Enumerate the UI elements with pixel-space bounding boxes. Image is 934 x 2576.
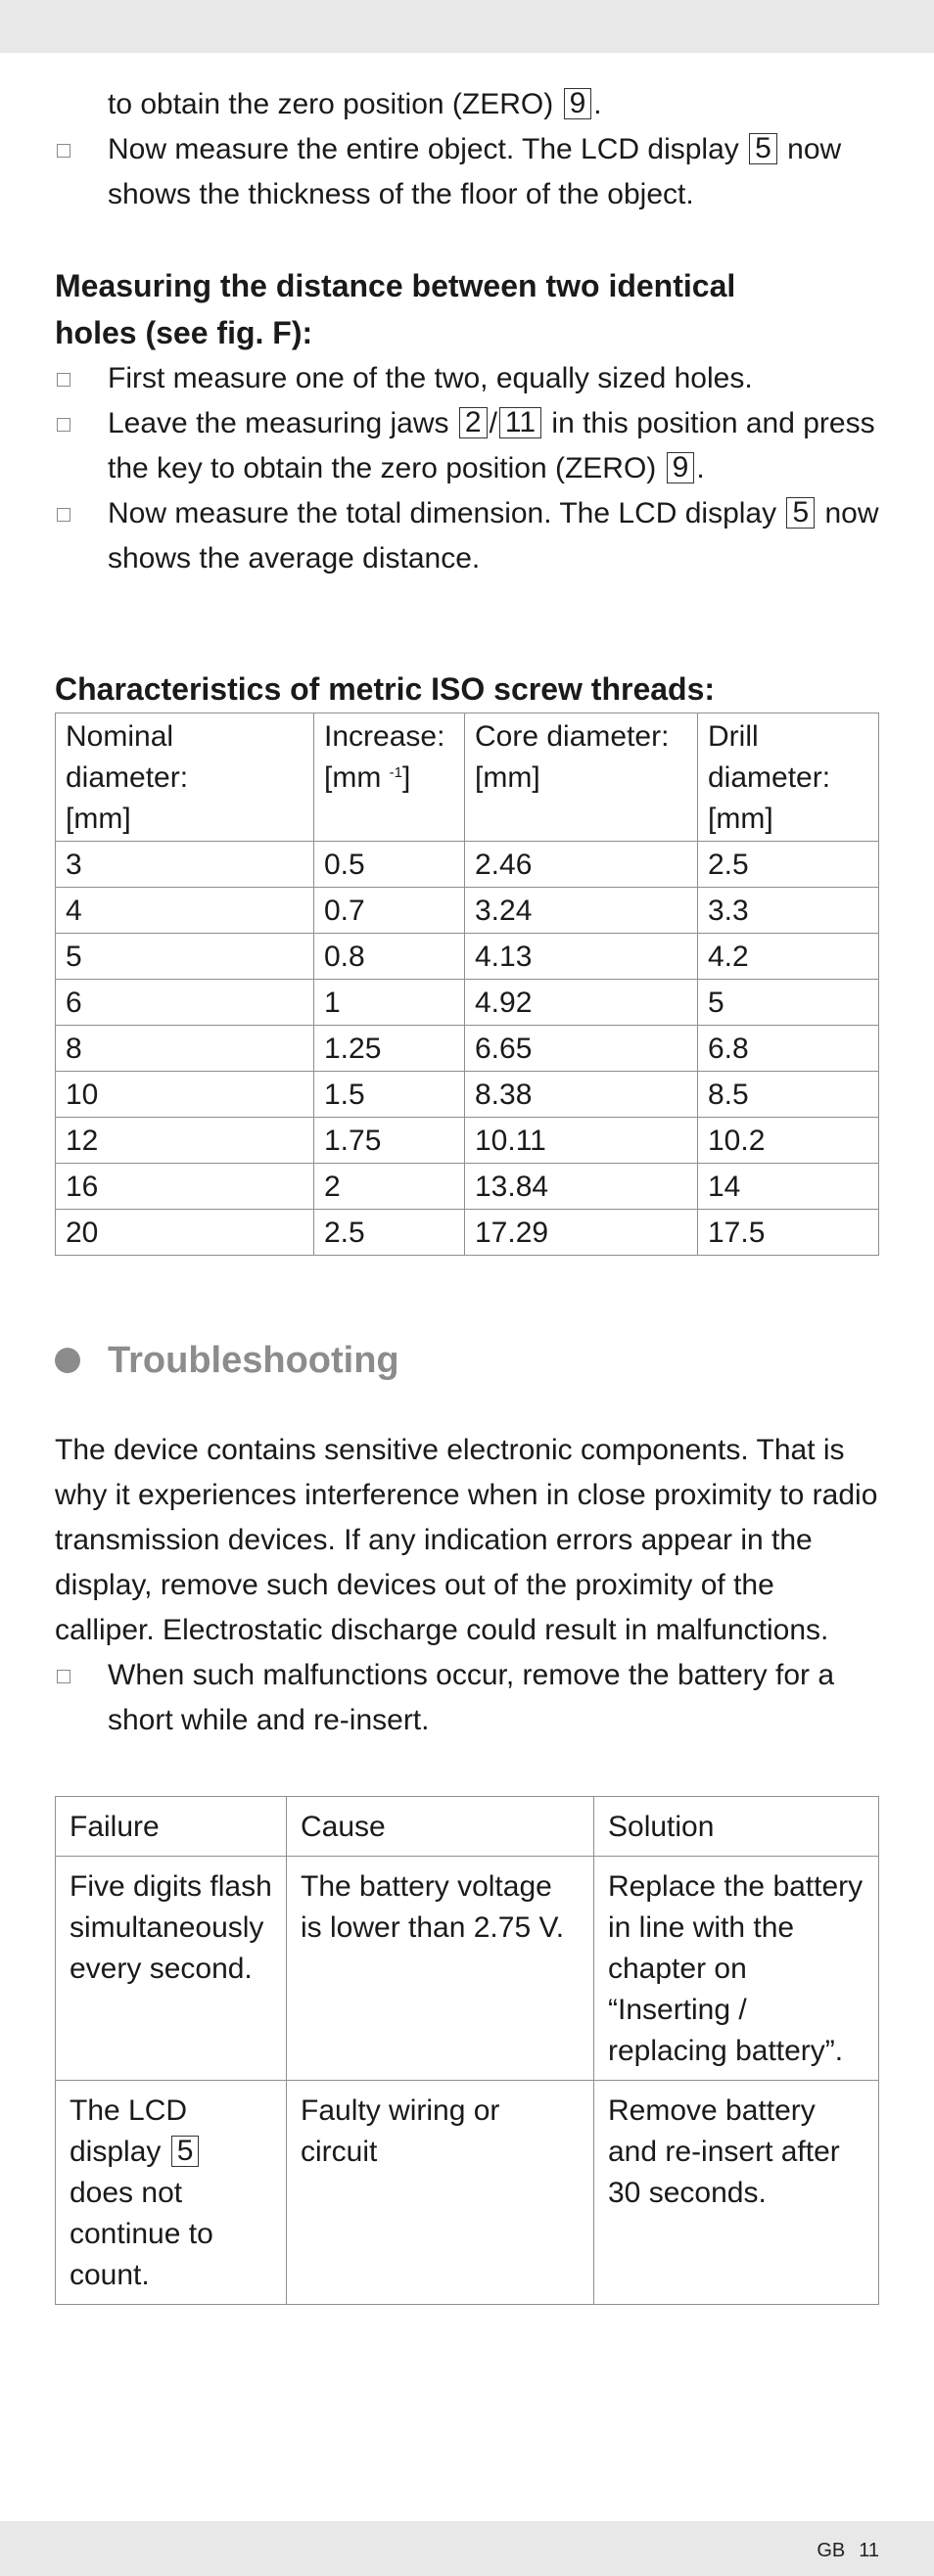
bullet-item (55, 356, 879, 401)
table-cell: The battery voltage is lower than 2.75 V. (287, 1857, 594, 2081)
table-row (56, 1118, 879, 1164)
header-cell: Cause (287, 1797, 594, 1857)
table-cell: 14 (698, 1164, 879, 1210)
iso-heading: Characteristics of metric ISO screw threads: (55, 671, 716, 707)
table-header-row (56, 713, 879, 842)
table-cell: 13.84 (465, 1164, 698, 1210)
heading-line: Measuring the distance between two identical (55, 268, 736, 303)
header-text: Nominal diameter: (66, 720, 189, 794)
table-cell: 0.8 (314, 934, 465, 980)
punctuation: . (593, 88, 602, 120)
superscript: -1 (389, 764, 403, 781)
table-cell: 5 (56, 934, 314, 980)
ref-badge: 5 (749, 133, 777, 164)
continuation-line (55, 82, 879, 127)
table-cell: 5 (698, 980, 879, 1026)
table-cell (56, 2081, 287, 2305)
table-cell: 2.5 (698, 842, 879, 888)
table-cell: 1.5 (314, 1072, 465, 1118)
table-cell: 4 (56, 888, 314, 934)
heading-line: holes (see fig. F): (55, 315, 313, 350)
table-row (56, 980, 879, 1026)
header-text: [mm (324, 761, 382, 794)
bullet-text: now shows the thickness of the floor of the object. (108, 133, 842, 210)
ref-badge: 9 (564, 88, 592, 119)
table-cell: 2 (314, 1164, 465, 1210)
ref-badge: 2 (459, 407, 488, 438)
header-text: Core diameter: (475, 720, 670, 753)
table-cell: Replace the battery in line with the chapter on “Inserting / replacing battery”. (594, 1857, 879, 2081)
table-cell: 8.38 (465, 1072, 698, 1118)
table-header-row (56, 1797, 879, 1857)
header-cell (314, 713, 465, 842)
table-cell: 3.3 (698, 888, 879, 934)
checkbox-bullet-icon (57, 508, 70, 522)
punctuation: . (696, 452, 705, 484)
table-cell: 2.46 (465, 842, 698, 888)
table-cell: 1 (314, 980, 465, 1026)
bullet-text: Now measure the entire object. The LCD display (108, 133, 739, 165)
bullet-item (55, 491, 879, 581)
bullet-text: Now measure the total dimension. The LCD display (108, 497, 777, 529)
checkbox-bullet-icon (57, 373, 70, 387)
table-cell: 10 (56, 1072, 314, 1118)
troubleshooting-paragraph: The device contains sensitive electronic components. That is why it experiences interference when in close proximity to radio transmission devices. If any indication errors appear in the display, remove such devices out of the proximity of the calliper. Electrostatic discharge could result in malfunctions. (55, 1434, 878, 1646)
language-code: GB (817, 2540, 846, 2561)
ref-badge: 5 (786, 497, 815, 529)
page-footer (803, 2540, 879, 2562)
header-text: Drill (708, 720, 759, 753)
table-cell: 0.7 (314, 888, 465, 934)
table-row (56, 1857, 879, 2081)
table-cell: 17.29 (465, 1210, 698, 1256)
failure-table (55, 1796, 879, 2305)
ref-badge: 11 (499, 407, 541, 438)
header-text: [mm] (66, 803, 131, 835)
header-cell (465, 713, 698, 842)
bullet-text: First measure one of the two, equally sized holes. (108, 362, 753, 394)
bullet-item (55, 1653, 879, 1743)
bullet-text: Leave the measuring jaws (108, 407, 449, 439)
table-cell: 0.5 (314, 842, 465, 888)
bullet-text: now shows the average distance. (108, 497, 879, 575)
table-row (56, 1210, 879, 1256)
header-text: [mm] (475, 761, 540, 794)
table-row (56, 1026, 879, 1072)
checkbox-bullet-icon (57, 144, 70, 158)
table-row (56, 842, 879, 888)
table-cell: 3 (56, 842, 314, 888)
header-cell (56, 713, 314, 842)
cell-text: The LCD display (70, 2094, 188, 2168)
bottom-band (0, 2521, 934, 2576)
table-cell: 20 (56, 1210, 314, 1256)
header-text: ] (402, 761, 411, 794)
ref-badge: 5 (171, 2136, 200, 2167)
table-row (56, 934, 879, 980)
table-cell: 8 (56, 1026, 314, 1072)
table-cell: 6 (56, 980, 314, 1026)
table-cell: 4.13 (465, 934, 698, 980)
section-title: Troubleshooting (108, 1340, 399, 1381)
table-row (56, 888, 879, 934)
checkbox-bullet-icon (57, 418, 70, 432)
header-text: [mm] (708, 803, 773, 835)
table-cell: 6.65 (465, 1026, 698, 1072)
continuation-text: to obtain the zero position (ZERO) (108, 88, 554, 120)
table-cell: Five digits flash simultaneously every second. (56, 1857, 287, 2081)
table-cell: 4.92 (465, 980, 698, 1026)
troubleshooting-heading (55, 1334, 879, 1387)
header-text: diameter: (708, 761, 831, 794)
cell-text: does not continue to count. (70, 2177, 213, 2291)
table-cell: 1.75 (314, 1118, 465, 1164)
table-cell: 16 (56, 1164, 314, 1210)
table-cell: 2.5 (314, 1210, 465, 1256)
checkbox-bullet-icon (57, 1670, 70, 1683)
bullet-text: When such malfunctions occur, remove the battery for a short while and re-insert. (108, 1659, 835, 1736)
table-cell: 3.24 (465, 888, 698, 934)
separator: / (489, 407, 497, 439)
table-cell: 17.5 (698, 1210, 879, 1256)
holes-heading (55, 262, 879, 356)
header-text: Increase: (324, 720, 445, 753)
table-cell: 12 (56, 1118, 314, 1164)
page-content (55, 82, 879, 2305)
table-cell: 8.5 (698, 1072, 879, 1118)
header-cell: Solution (594, 1797, 879, 1857)
table-cell: Faulty wiring or circuit (287, 2081, 594, 2305)
table-cell: 4.2 (698, 934, 879, 980)
top-band (0, 0, 934, 53)
page-number: 11 (859, 2540, 879, 2561)
table-row (56, 1164, 879, 1210)
table-cell: Remove battery and re-insert after 30 seconds. (594, 2081, 879, 2305)
table-cell: 1.25 (314, 1026, 465, 1072)
table-cell: 10.11 (465, 1118, 698, 1164)
header-cell (698, 713, 879, 842)
ref-badge: 9 (667, 452, 695, 483)
iso-thread-table (55, 713, 879, 1256)
bullet-dot-icon (55, 1348, 80, 1373)
table-cell: 10.2 (698, 1118, 879, 1164)
header-cell: Failure (56, 1797, 287, 1857)
table-row (56, 2081, 879, 2305)
bullet-item (55, 401, 879, 491)
bullet-item (55, 127, 879, 217)
table-row (56, 1072, 879, 1118)
table-cell: 6.8 (698, 1026, 879, 1072)
bullet-text: in this position and press the key to obtain the zero position (ZERO) (108, 407, 875, 484)
